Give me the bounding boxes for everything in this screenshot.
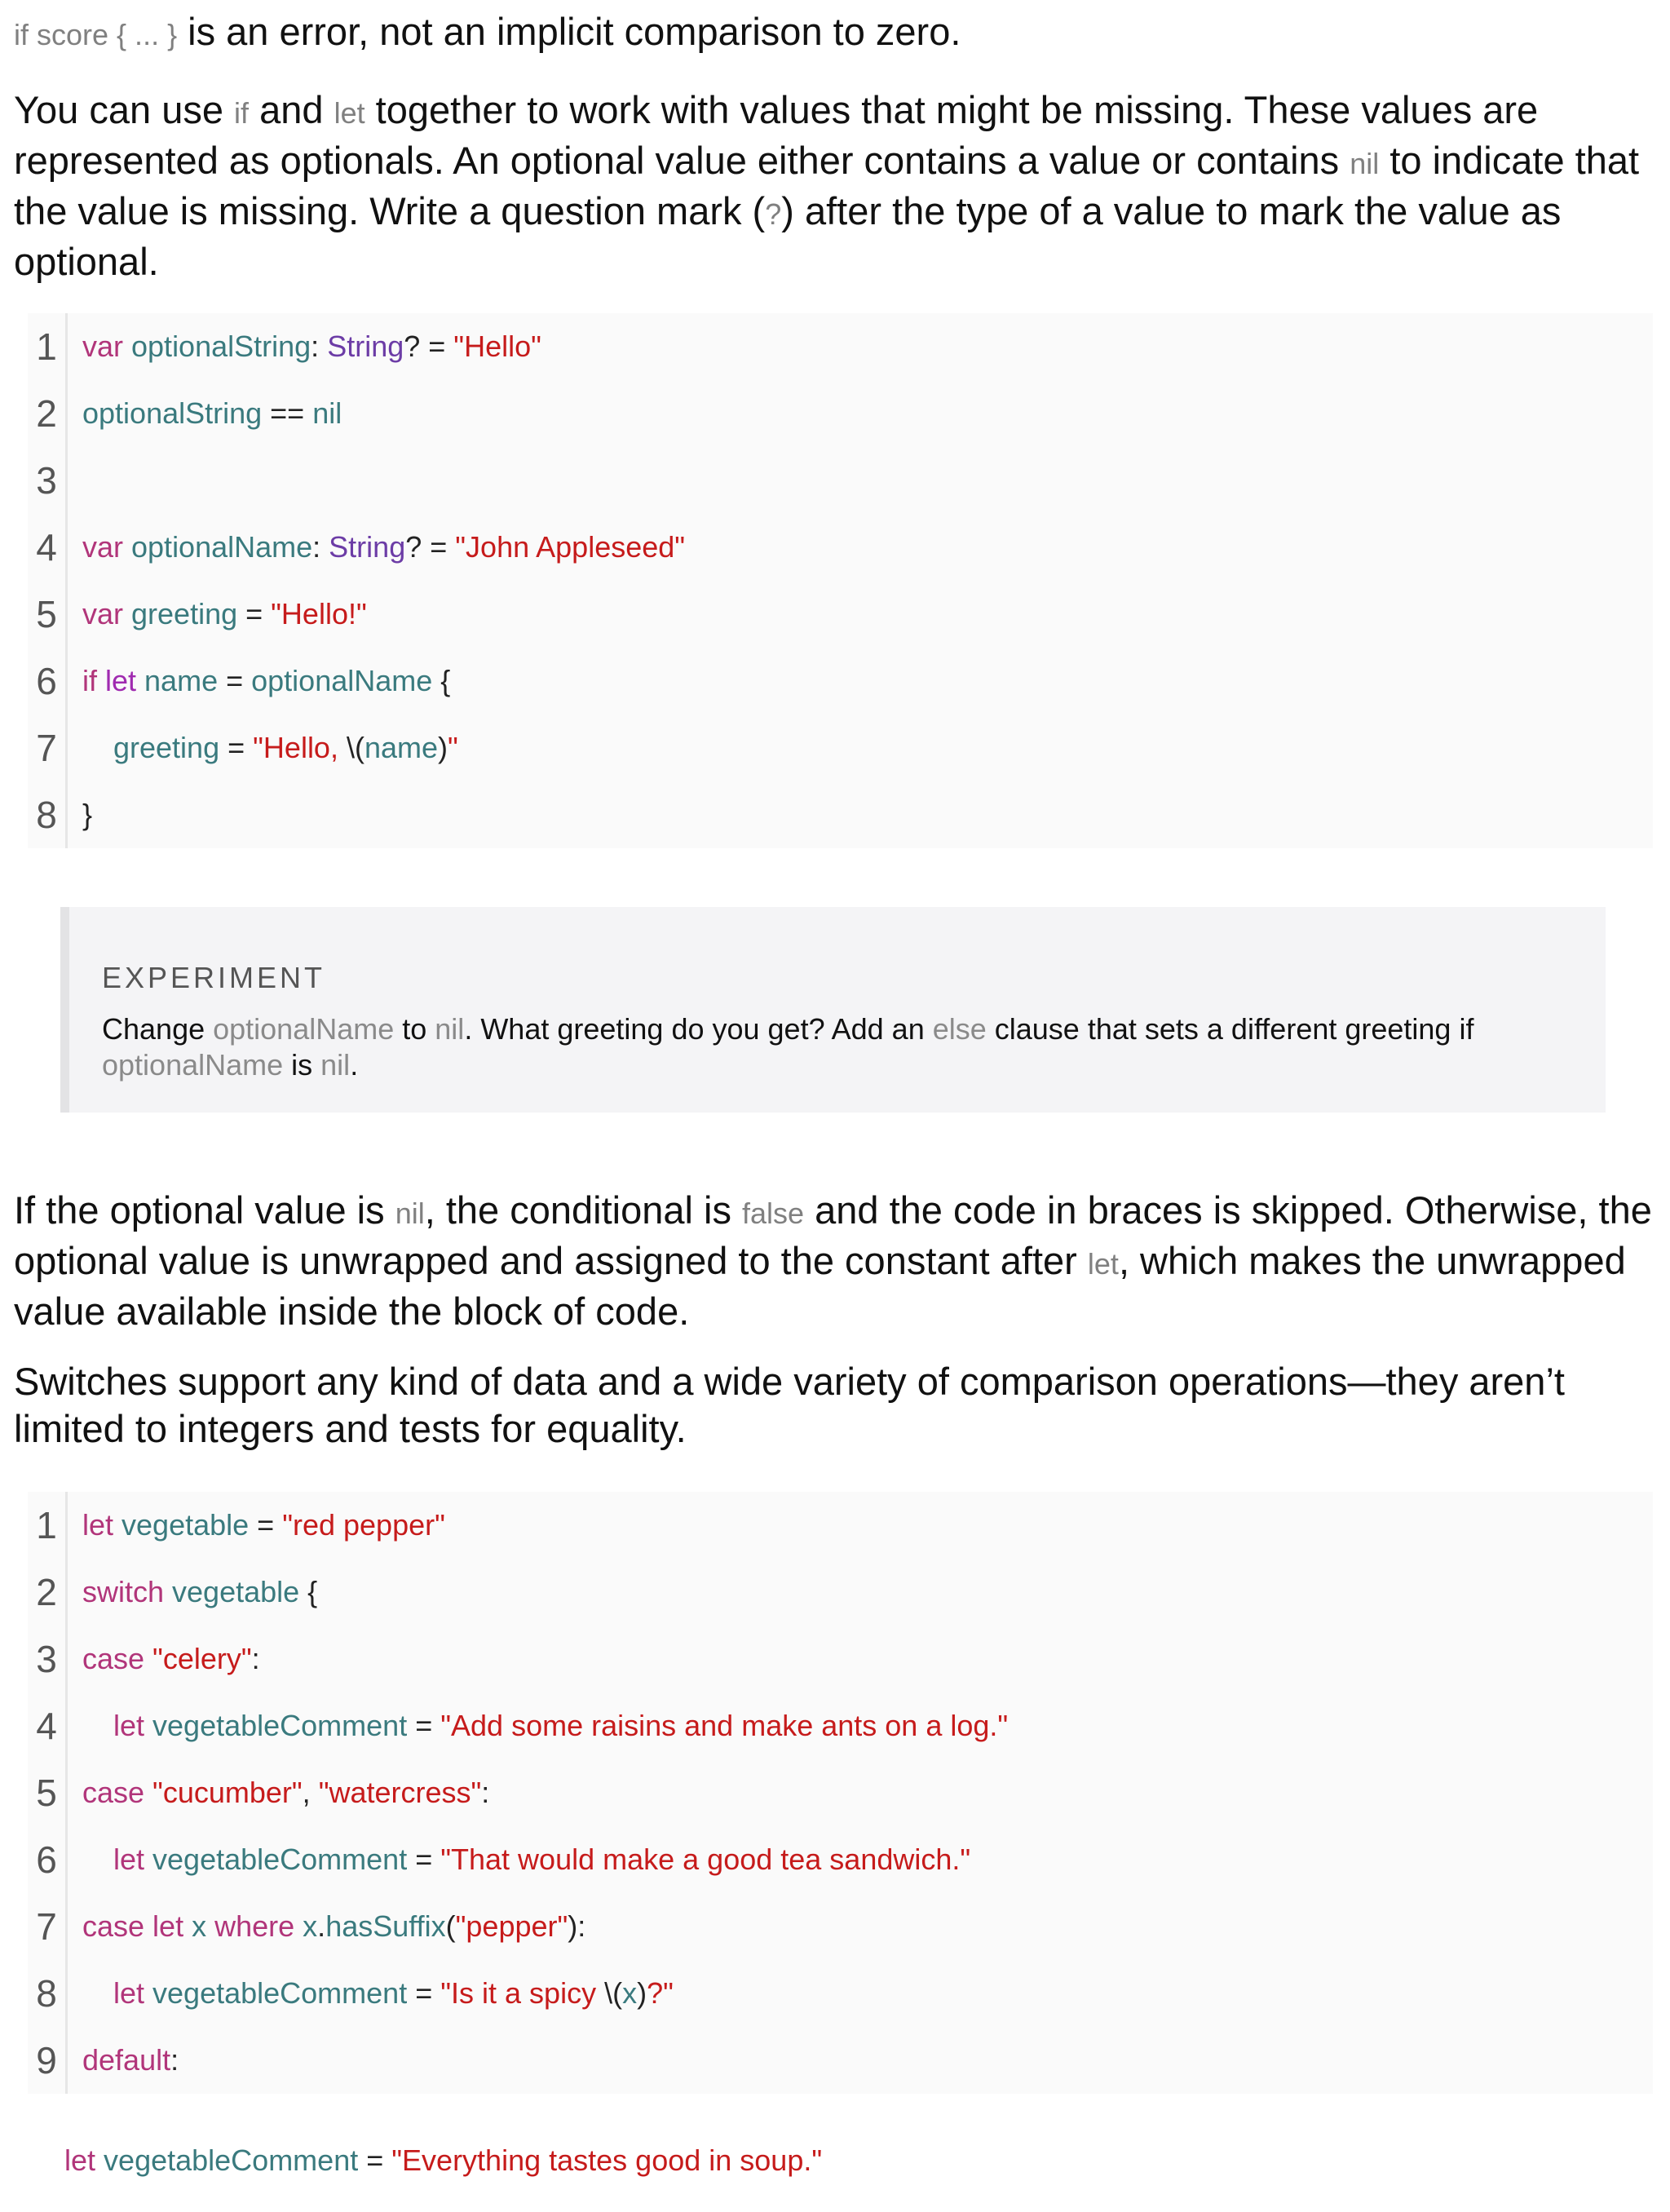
identifier: optionalString [123, 330, 311, 363]
line-number: 5 [28, 1759, 68, 1826]
code-text [68, 597, 367, 631]
string-literal: "Hello!" [271, 597, 367, 630]
text-segment: Change [102, 1012, 214, 1046]
text-segment: to indicate that the value is missing. Write a question mark ( [14, 139, 1640, 232]
experiment-title: EXPERIMENT [102, 961, 326, 994]
code-block-optionals [28, 313, 1653, 848]
line-number: 4 [28, 514, 68, 581]
punctuation: = [219, 731, 254, 764]
line-number: 6 [28, 648, 68, 714]
keyword: default [82, 2043, 171, 2077]
punctuation: { [432, 664, 451, 697]
keyword: var [82, 530, 124, 564]
code-text [68, 1909, 585, 1944]
punctuation: ? = [404, 330, 454, 363]
type-name: String [329, 530, 406, 564]
text-segment: to [394, 1012, 435, 1046]
punctuation: : [481, 1776, 490, 1809]
inline-code-let: let [1087, 1247, 1119, 1281]
punctuation: : [312, 530, 329, 564]
keyword: var [82, 330, 124, 363]
keyword: let [97, 664, 137, 697]
identifier: vegetableComment [144, 1709, 408, 1742]
line-number: 5 [28, 581, 68, 648]
punctuation: ): [568, 1909, 586, 1943]
code-text [68, 1709, 1008, 1743]
text-segment: is [283, 1048, 321, 1082]
keyword: let [113, 1976, 145, 2010]
identifier: vegetable [164, 1575, 300, 1608]
inline-code-false: false [742, 1197, 805, 1230]
string-literal: "John Appleseed" [455, 530, 686, 564]
line-number: 1 [28, 313, 68, 380]
text-segment: You can use [14, 88, 235, 131]
identifier: vegetableComment [144, 1843, 408, 1876]
punctuation: = [249, 1508, 283, 1542]
keyword: let [64, 2143, 96, 2177]
identifier: x [183, 1909, 207, 1943]
text-segment: , which makes the unwrapped value available inside the block of code. [14, 1239, 1626, 1333]
keyword: if [82, 664, 97, 697]
punctuation: = [407, 1709, 441, 1742]
punctuation: : [251, 1642, 260, 1675]
text-segment: and the code in braces is skipped. Otherwise, the optional value is unwrapped and assigned to the constant after [14, 1188, 1652, 1282]
punctuation: : [170, 2043, 179, 2077]
identifier: greeting [123, 597, 238, 630]
experiment-body [102, 1011, 1573, 1083]
line-number: 8 [28, 1960, 68, 2027]
code-line [28, 1826, 1653, 1893]
line-number: 7 [28, 1893, 68, 1960]
code-line [28, 2027, 1653, 2094]
string-literal: "Everything tastes good in soup." [391, 2143, 823, 2177]
code-block-switch [28, 1492, 1653, 2094]
line-number: 9 [28, 2027, 68, 2094]
keyword: var [82, 597, 124, 630]
code-text [68, 1843, 970, 1877]
code-text [68, 731, 458, 765]
punctuation: \( [604, 1976, 623, 2010]
text-segment: ) after the type of a value to mark the value as optional. [14, 189, 1562, 283]
line-number: 2 [28, 380, 68, 447]
identifier: greeting [113, 731, 220, 764]
inline-code-else: else [932, 1012, 987, 1046]
inline-code-question-mark: ? [765, 197, 782, 231]
inline-code-optional-name: optionalName [213, 1012, 395, 1046]
string-literal: "celery" [144, 1642, 252, 1675]
text-segment: If the optional value is [14, 1188, 395, 1232]
code-line [28, 313, 1653, 380]
code-line [28, 1492, 1653, 1559]
string-literal: "pepper" [455, 1909, 568, 1943]
experiment-callout [60, 907, 1606, 1113]
punctuation: ) [438, 731, 448, 764]
punctuation: ( [445, 1909, 456, 1943]
text-segment: and [249, 88, 334, 131]
string-literal: "red pepper" [282, 1508, 445, 1542]
text-segment: together to work with values that might be missing. These values are represented as optionals. An optional value either contains a value or contains [14, 88, 1539, 182]
if-nil-paragraph [14, 1187, 1653, 1335]
inline-code-if: if [234, 96, 250, 130]
punctuation: = [218, 664, 252, 697]
punctuation: ) [637, 1976, 647, 2010]
text-segment: clause that sets a different greeting if [986, 1012, 1474, 1046]
code-text [68, 1508, 445, 1542]
code-line [28, 714, 1653, 781]
punctuation: \( [346, 731, 364, 764]
punctuation: = [407, 1843, 441, 1876]
line-number: 2 [28, 1559, 68, 1626]
code-text [68, 530, 685, 564]
keyword: case [82, 1642, 145, 1675]
code-text [68, 1776, 489, 1810]
inline-code-optional-name: optionalName [102, 1048, 284, 1082]
code-text [68, 664, 450, 698]
code-line [28, 1759, 1653, 1826]
code-line [28, 781, 1653, 848]
text-segment: . What greeting do you get? Add an [464, 1012, 933, 1046]
keyword: let [113, 1843, 145, 1876]
string-literal: ?" [647, 1976, 674, 2010]
text-segment: . [350, 1048, 359, 1082]
inline-code-nil: nil [435, 1012, 465, 1046]
string-literal: "Add some raisins and make ants on a log." [440, 1709, 1009, 1742]
code-text [68, 330, 541, 364]
code-text [68, 1575, 317, 1609]
identifier: optionalName [123, 530, 313, 564]
keyword: let [82, 1508, 114, 1542]
identifier: nil [312, 396, 342, 430]
keyword: case [82, 1909, 145, 1943]
keyword: case [82, 1776, 145, 1809]
punctuation: : [311, 330, 328, 363]
identifier: x [622, 1976, 638, 2010]
code-line [28, 1960, 1653, 2027]
identifier: x [294, 1909, 318, 1943]
punctuation: == [262, 396, 313, 430]
switch-paragraph: Switches support any kind of data and a wide variety of comparison operations—they aren’t limited to integers and tests for equality. [14, 1360, 1565, 1450]
identifier: name [364, 731, 439, 764]
code-line [28, 1626, 1653, 1692]
inline-code-let: let [334, 96, 365, 130]
inline-code-nil: nil [320, 1048, 351, 1082]
intro-paragraph [14, 8, 961, 59]
type-name: String [327, 330, 404, 363]
punctuation: = [237, 597, 272, 630]
keyword: where [206, 1909, 295, 1943]
string-literal: "watercress" [318, 1776, 482, 1809]
punctuation: , [302, 1776, 319, 1809]
punctuation: } [82, 798, 93, 831]
code-text [68, 2043, 179, 2077]
line-number: 8 [28, 781, 68, 848]
code-line [28, 1893, 1653, 1960]
trailing-code-line [32, 2109, 822, 2212]
identifier: optionalName [251, 664, 433, 697]
line-number: 6 [28, 1826, 68, 1893]
keyword: let [144, 1909, 184, 1943]
identifier: vegetable [113, 1508, 250, 1542]
intro-text: is an error, not an implicit comparison to zero. [177, 10, 961, 53]
punctuation: . [317, 1909, 326, 1943]
string-literal: "cucumber" [144, 1776, 303, 1809]
code-line [28, 1559, 1653, 1626]
optionals-paragraph [14, 86, 1653, 285]
keyword: switch [82, 1575, 165, 1608]
code-text [68, 798, 92, 832]
code-line [28, 514, 1653, 581]
string-literal: "Hello" [453, 330, 541, 363]
code-line [28, 648, 1653, 714]
inline-code-nil: nil [395, 1197, 425, 1230]
code-text [68, 396, 342, 431]
inline-code-if-score: if score { ... } [14, 18, 178, 51]
punctuation: ? = [405, 530, 456, 564]
identifier: hasSuffix [325, 1909, 446, 1943]
identifier: vegetableComment [144, 1976, 408, 2010]
keyword: let [113, 1709, 145, 1742]
code-text [68, 1642, 260, 1676]
code-text [68, 1976, 674, 2011]
identifier: optionalString [82, 396, 263, 430]
code-line [28, 581, 1653, 648]
line-number: 4 [28, 1692, 68, 1759]
identifier: vegetableComment [95, 2143, 359, 2177]
code-line [28, 447, 1653, 514]
identifier: name [136, 664, 219, 697]
line-number: 3 [28, 1626, 68, 1692]
code-line [28, 380, 1653, 447]
punctuation: = [358, 2143, 392, 2177]
code-line [28, 1692, 1653, 1759]
line-number: 7 [28, 714, 68, 781]
text-segment: , the conditional is [424, 1188, 743, 1232]
string-literal: "Is it a spicy [440, 1976, 605, 2010]
string-literal: "That would make a good tea sandwich." [440, 1843, 971, 1876]
string-literal: "Hello, [253, 731, 347, 764]
punctuation: = [407, 1976, 441, 2010]
inline-code-nil: nil [1350, 147, 1380, 180]
string-literal: " [448, 731, 458, 764]
line-number: 1 [28, 1492, 68, 1559]
punctuation: { [299, 1575, 318, 1608]
line-number: 3 [28, 447, 68, 514]
